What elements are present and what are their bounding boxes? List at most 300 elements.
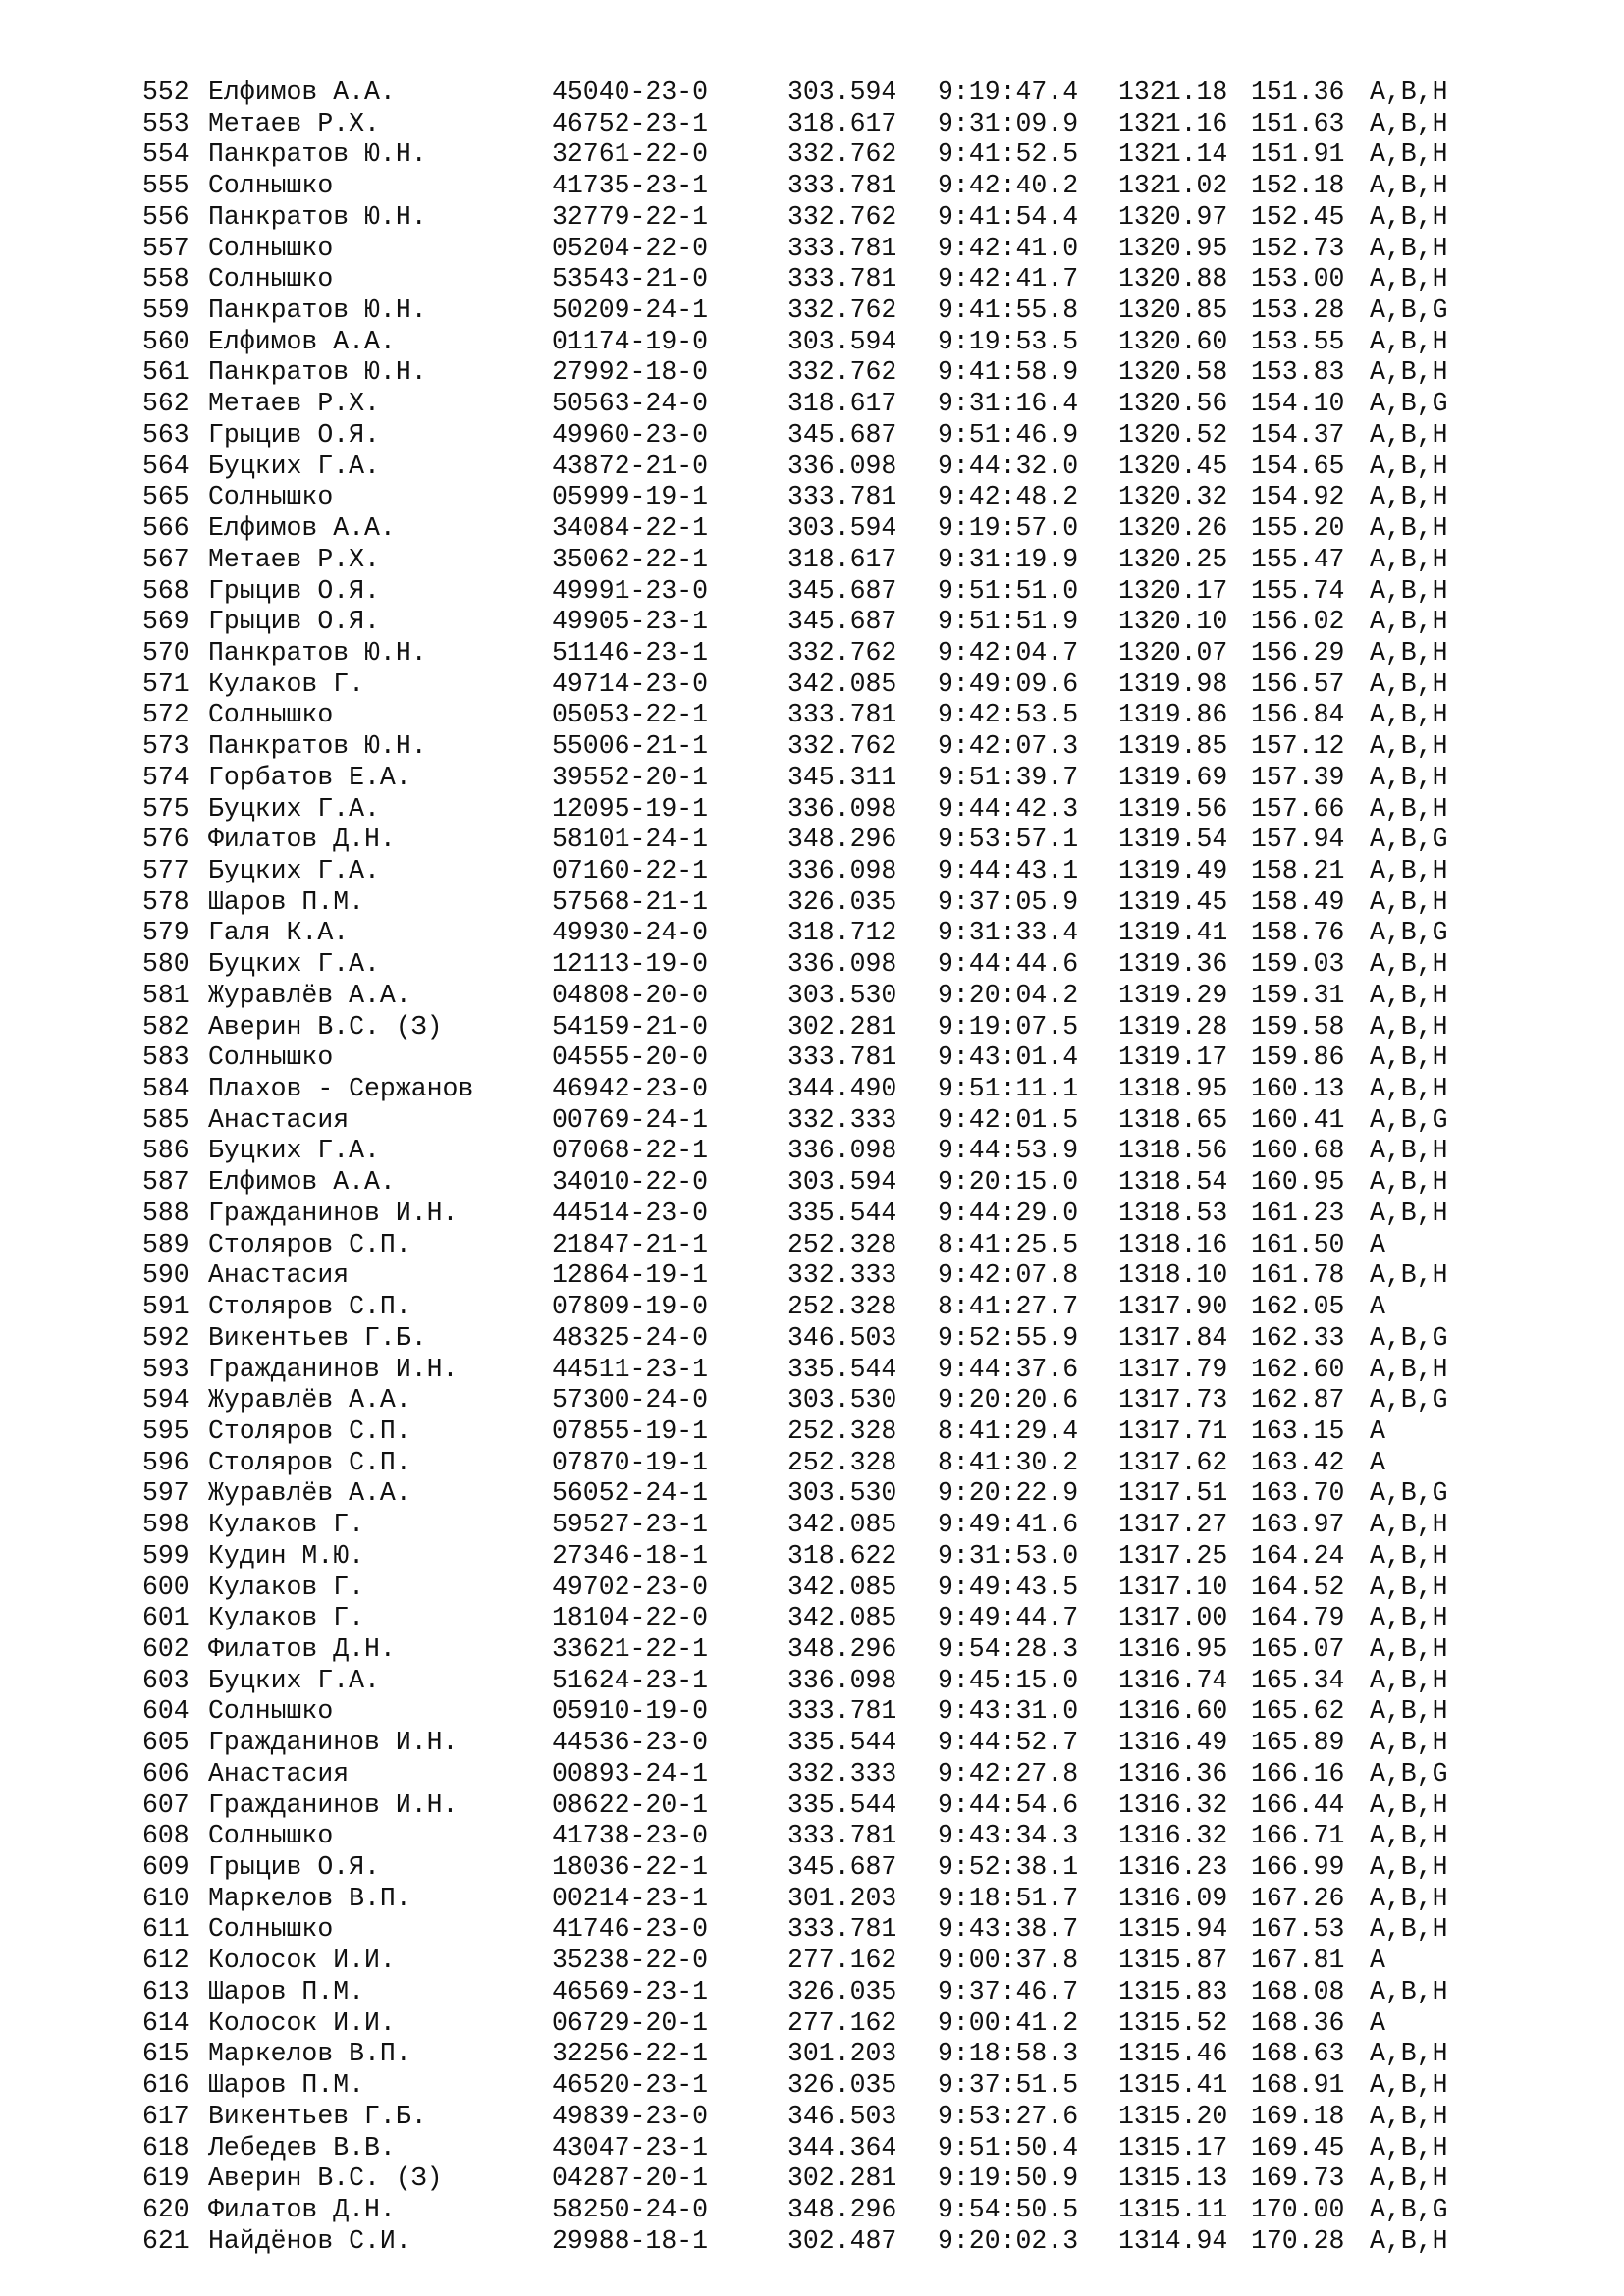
cell-place: 567 [142, 544, 189, 574]
cell-category: A,B,H [1370, 1167, 1448, 1198]
cell-place: 604 [142, 1696, 189, 1727]
cell-category: A,B,H [1370, 1198, 1448, 1228]
cell-name: Буцких Г.А. [208, 1136, 380, 1166]
cell-place: 575 [142, 793, 189, 824]
cell-place: 558 [142, 264, 189, 294]
cell-time: 9:51:50.4 [938, 2132, 1079, 2163]
cell-category: A,B,G [1370, 918, 1448, 948]
cell-place: 599 [142, 1540, 189, 1571]
cell-category: A,B,H [1370, 1852, 1448, 1883]
cell-distance: 277.162 [787, 1946, 897, 1976]
cell-distance: 303.594 [787, 1167, 897, 1198]
cell-name: Буцких Г.А. [208, 949, 380, 980]
cell-distance: 318.617 [787, 108, 897, 138]
cell-name: Викентьев Г.Б. [208, 2101, 427, 2131]
cell-points: 166.99 [1251, 1852, 1345, 1883]
cell-name: Колосок И.И. [208, 1946, 396, 1976]
cell-distance: 252.328 [787, 1415, 897, 1446]
cell-speed: 1318.53 [1118, 1198, 1228, 1228]
cell-points: 158.49 [1251, 886, 1345, 917]
cell-place: 595 [142, 1415, 189, 1446]
cell-points: 167.81 [1251, 1946, 1345, 1976]
cell-name: Столяров С.П. [208, 1292, 411, 1322]
cell-time: 9:42:40.2 [938, 171, 1079, 201]
cell-ring: 34010-22-0 [552, 1167, 709, 1198]
cell-points: 163.15 [1251, 1415, 1345, 1446]
cell-speed: 1319.56 [1118, 793, 1228, 824]
cell-category: A,B,H [1370, 201, 1448, 232]
cell-category: A,B,H [1370, 451, 1448, 481]
cell-category: A,B,H [1370, 668, 1448, 699]
cell-name: Панкратов Ю.Н. [208, 295, 427, 326]
cell-speed: 1316.32 [1118, 1789, 1228, 1820]
cell-place: 583 [142, 1042, 189, 1073]
cell-points: 163.42 [1251, 1447, 1345, 1477]
cell-category: A,B,G [1370, 1385, 1448, 1415]
cell-distance: 332.333 [787, 1104, 897, 1135]
cell-speed: 1315.13 [1118, 2163, 1228, 2194]
cell-time: 9:37:51.5 [938, 2070, 1079, 2101]
cell-distance: 348.296 [787, 1634, 897, 1664]
cell-ring: 49702-23-0 [552, 1572, 709, 1602]
cell-time: 9:54:50.5 [938, 2194, 1079, 2224]
cell-place: 552 [142, 78, 189, 107]
cell-points: 157.39 [1251, 762, 1345, 792]
cell-category: A,B,H [1370, 1260, 1448, 1291]
cell-category: A,B,H [1370, 419, 1448, 450]
cell-name: Филатов Д.Н. [208, 2194, 396, 2224]
cell-time: 9:41:55.8 [938, 295, 1079, 326]
cell-place: 579 [142, 918, 189, 948]
cell-distance: 252.328 [787, 1292, 897, 1322]
cell-ring: 27992-18-0 [552, 357, 709, 388]
cell-ring: 32779-22-1 [552, 201, 709, 232]
cell-points: 161.23 [1251, 1198, 1345, 1228]
cell-points: 168.08 [1251, 1976, 1345, 2006]
cell-ring: 41738-23-0 [552, 1821, 709, 1851]
cell-name: Панкратов Ю.Н. [208, 357, 427, 388]
cell-distance: 318.617 [787, 389, 897, 419]
cell-place: 574 [142, 762, 189, 792]
cell-speed: 1320.88 [1118, 264, 1228, 294]
cell-place: 570 [142, 637, 189, 667]
cell-category: A,B,H [1370, 1821, 1448, 1851]
cell-name: Панкратов Ю.Н. [208, 139, 427, 170]
cell-category: A,B,H [1370, 482, 1448, 512]
cell-name: Кулаков Г. [208, 1510, 365, 1540]
cell-time: 9:49:41.6 [938, 1510, 1079, 1540]
cell-name: Кудин М.Ю. [208, 1540, 365, 1571]
cell-distance: 348.296 [787, 825, 897, 855]
cell-ring: 49839-23-0 [552, 2101, 709, 2131]
cell-name: Маркелов В.П. [208, 2039, 411, 2069]
cell-speed: 1317.25 [1118, 1540, 1228, 1571]
cell-distance: 333.781 [787, 1042, 897, 1073]
cell-place: 621 [142, 2225, 189, 2256]
cell-name: Солнышко [208, 1821, 334, 1851]
cell-category: A [1370, 1415, 1385, 1446]
cell-time: 9:20:20.6 [938, 1385, 1079, 1415]
cell-place: 603 [142, 1665, 189, 1695]
cell-name: Аверин В.С. (З) [208, 2163, 443, 2194]
cell-speed: 1319.54 [1118, 825, 1228, 855]
cell-points: 152.18 [1251, 171, 1345, 201]
cell-speed: 1320.95 [1118, 233, 1228, 263]
cell-speed: 1320.07 [1118, 637, 1228, 667]
cell-time: 9:31:33.4 [938, 918, 1079, 948]
cell-place: 606 [142, 1758, 189, 1789]
cell-category: A,B,H [1370, 2039, 1448, 2069]
cell-place: 557 [142, 233, 189, 263]
cell-name: Солнышко [208, 1042, 334, 1073]
cell-distance: 346.503 [787, 1322, 897, 1353]
cell-category: A,B,G [1370, 1478, 1448, 1509]
cell-time: 9:18:58.3 [938, 2039, 1079, 2069]
cell-points: 158.76 [1251, 918, 1345, 948]
cell-place: 612 [142, 1946, 189, 1976]
cell-place: 613 [142, 1976, 189, 2006]
cell-speed: 1320.32 [1118, 482, 1228, 512]
cell-time: 9:53:27.6 [938, 2101, 1079, 2131]
cell-name: Маркелов В.П. [208, 1883, 411, 1913]
cell-points: 165.07 [1251, 1634, 1345, 1664]
cell-time: 9:19:47.4 [938, 78, 1079, 107]
cell-speed: 1317.84 [1118, 1322, 1228, 1353]
cell-distance: 344.364 [787, 2132, 897, 2163]
cell-time: 9:31:16.4 [938, 389, 1079, 419]
cell-place: 587 [142, 1167, 189, 1198]
cell-speed: 1317.27 [1118, 1510, 1228, 1540]
cell-distance: 318.622 [787, 1540, 897, 1571]
cell-time: 9:31:19.9 [938, 544, 1079, 574]
cell-speed: 1316.36 [1118, 1758, 1228, 1789]
cell-place: 610 [142, 1883, 189, 1913]
cell-time: 8:41:30.2 [938, 1447, 1079, 1477]
cell-category: A,B,H [1370, 139, 1448, 170]
cell-points: 167.26 [1251, 1883, 1345, 1913]
cell-ring: 12113-19-0 [552, 949, 709, 980]
cell-place: 560 [142, 326, 189, 356]
cell-ring: 41735-23-1 [552, 171, 709, 201]
cell-points: 168.36 [1251, 2007, 1345, 2038]
cell-time: 9:44:42.3 [938, 793, 1079, 824]
cell-distance: 346.503 [787, 2101, 897, 2131]
cell-ring: 05053-22-1 [552, 700, 709, 730]
cell-points: 156.29 [1251, 637, 1345, 667]
cell-time: 9:42:48.2 [938, 482, 1079, 512]
cell-distance: 301.203 [787, 1883, 897, 1913]
cell-place: 581 [142, 980, 189, 1010]
cell-speed: 1320.25 [1118, 544, 1228, 574]
cell-time: 9:42:01.5 [938, 1104, 1079, 1135]
cell-time: 9:19:53.5 [938, 326, 1079, 356]
cell-speed: 1321.02 [1118, 171, 1228, 201]
cell-distance: 345.687 [787, 1852, 897, 1883]
cell-place: 562 [142, 389, 189, 419]
cell-time: 9:44:37.6 [938, 1354, 1079, 1384]
cell-name: Шаров П.М. [208, 886, 365, 917]
cell-speed: 1316.23 [1118, 1852, 1228, 1883]
cell-category: A,B,H [1370, 1603, 1448, 1633]
cell-ring: 45040-23-0 [552, 78, 709, 107]
cell-time: 9:43:34.3 [938, 1821, 1079, 1851]
cell-name: Гражданинов И.Н. [208, 1728, 459, 1758]
cell-ring: 00769-24-1 [552, 1104, 709, 1135]
cell-name: Столяров С.П. [208, 1415, 411, 1446]
cell-place: 597 [142, 1478, 189, 1509]
cell-time: 9:52:38.1 [938, 1852, 1079, 1883]
cell-speed: 1319.36 [1118, 949, 1228, 980]
cell-points: 163.97 [1251, 1510, 1345, 1540]
cell-distance: 333.781 [787, 264, 897, 294]
cell-place: 616 [142, 2070, 189, 2101]
cell-speed: 1316.74 [1118, 1665, 1228, 1695]
cell-ring: 05999-19-1 [552, 482, 709, 512]
cell-ring: 58101-24-1 [552, 825, 709, 855]
cell-place: 554 [142, 139, 189, 170]
cell-speed: 1314.94 [1118, 2225, 1228, 2256]
cell-ring: 46569-23-1 [552, 1976, 709, 2006]
cell-speed: 1319.41 [1118, 918, 1228, 948]
cell-speed: 1321.14 [1118, 139, 1228, 170]
cell-place: 577 [142, 856, 189, 885]
cell-category: A,B,H [1370, 1976, 1448, 2006]
cell-name: Галя К.А. [208, 918, 350, 948]
cell-distance: 303.594 [787, 78, 897, 107]
cell-points: 160.95 [1251, 1167, 1345, 1198]
cell-speed: 1319.86 [1118, 700, 1228, 730]
cell-ring: 49960-23-0 [552, 419, 709, 450]
cell-category: A,B,H [1370, 1665, 1448, 1695]
cell-place: 590 [142, 1260, 189, 1291]
cell-ring: 01174-19-0 [552, 326, 709, 356]
cell-points: 157.94 [1251, 825, 1345, 855]
cell-distance: 342.085 [787, 668, 897, 699]
cell-place: 600 [142, 1572, 189, 1602]
cell-distance: 252.328 [787, 1229, 897, 1259]
cell-distance: 345.687 [787, 575, 897, 606]
cell-time: 9:19:50.9 [938, 2163, 1079, 2194]
cell-place: 572 [142, 700, 189, 730]
cell-time: 9:18:51.7 [938, 1883, 1079, 1913]
cell-name: Елфимов А.А. [208, 78, 396, 107]
cell-distance: 302.281 [787, 2163, 897, 2194]
cell-ring: 07855-19-1 [552, 1415, 709, 1446]
cell-name: Найдёнов С.И. [208, 2225, 411, 2256]
cell-points: 152.73 [1251, 233, 1345, 263]
cell-speed: 1316.95 [1118, 1634, 1228, 1664]
cell-ring: 55006-21-1 [552, 731, 709, 762]
cell-time: 9:49:09.6 [938, 668, 1079, 699]
cell-speed: 1318.10 [1118, 1260, 1228, 1291]
cell-points: 161.50 [1251, 1229, 1345, 1259]
cell-place: 576 [142, 825, 189, 855]
cell-category: A,B,G [1370, 1758, 1448, 1789]
cell-name: Солнышко [208, 1696, 334, 1727]
cell-place: 556 [142, 201, 189, 232]
cell-ring: 57300-24-0 [552, 1385, 709, 1415]
cell-speed: 1315.11 [1118, 2194, 1228, 2224]
cell-name: Панкратов Ю.Н. [208, 731, 427, 762]
cell-time: 9:42:07.8 [938, 1260, 1079, 1291]
cell-speed: 1321.18 [1118, 78, 1228, 107]
cell-distance: 303.530 [787, 1478, 897, 1509]
cell-name: Солнышко [208, 700, 334, 730]
cell-ring: 07160-22-1 [552, 856, 709, 885]
cell-time: 9:44:52.7 [938, 1728, 1079, 1758]
cell-distance: 336.098 [787, 949, 897, 980]
cell-distance: 332.762 [787, 637, 897, 667]
cell-distance: 302.487 [787, 2225, 897, 2256]
cell-name: Елфимов А.А. [208, 1167, 396, 1198]
cell-distance: 318.617 [787, 544, 897, 574]
cell-time: 9:51:46.9 [938, 419, 1079, 450]
cell-time: 9:42:27.8 [938, 1758, 1079, 1789]
cell-points: 159.31 [1251, 980, 1345, 1010]
cell-place: 605 [142, 1728, 189, 1758]
cell-ring: 27346-18-1 [552, 1540, 709, 1571]
cell-points: 170.00 [1251, 2194, 1345, 2224]
cell-speed: 1320.52 [1118, 419, 1228, 450]
cell-speed: 1320.56 [1118, 389, 1228, 419]
cell-name: Викентьев Г.Б. [208, 1322, 427, 1353]
cell-time: 9:49:43.5 [938, 1572, 1079, 1602]
cell-place: 559 [142, 295, 189, 326]
cell-speed: 1316.09 [1118, 1883, 1228, 1913]
cell-time: 9:42:53.5 [938, 700, 1079, 730]
cell-ring: 39552-20-1 [552, 762, 709, 792]
cell-place: 609 [142, 1852, 189, 1883]
cell-speed: 1317.71 [1118, 1415, 1228, 1446]
cell-category: A,B,G [1370, 2194, 1448, 2224]
cell-distance: 302.281 [787, 1011, 897, 1041]
cell-points: 160.13 [1251, 1074, 1345, 1104]
cell-place: 617 [142, 2101, 189, 2131]
cell-place: 568 [142, 575, 189, 606]
cell-name: Гражданинов И.Н. [208, 1789, 459, 1820]
cell-distance: 332.762 [787, 357, 897, 388]
cell-time: 9:00:41.2 [938, 2007, 1079, 2038]
cell-distance: 342.085 [787, 1572, 897, 1602]
cell-speed: 1319.49 [1118, 856, 1228, 885]
cell-category: A,B,H [1370, 886, 1448, 917]
cell-ring: 46942-23-0 [552, 1074, 709, 1104]
cell-points: 155.47 [1251, 544, 1345, 574]
cell-points: 169.18 [1251, 2101, 1345, 2131]
cell-category: A,B,G [1370, 1104, 1448, 1135]
cell-ring: 44511-23-1 [552, 1354, 709, 1384]
cell-distance: 332.762 [787, 295, 897, 326]
cell-ring: 49930-24-0 [552, 918, 709, 948]
cell-speed: 1319.29 [1118, 980, 1228, 1010]
cell-name: Солнышко [208, 482, 334, 512]
cell-points: 153.00 [1251, 264, 1345, 294]
cell-points: 166.71 [1251, 1821, 1345, 1851]
cell-points: 168.63 [1251, 2039, 1345, 2069]
cell-points: 159.03 [1251, 949, 1345, 980]
cell-category: A [1370, 1292, 1385, 1322]
cell-category: A,B,H [1370, 1510, 1448, 1540]
cell-ring: 51146-23-1 [552, 637, 709, 667]
cell-name: Анастасия [208, 1758, 350, 1789]
cell-points: 164.24 [1251, 1540, 1345, 1571]
cell-ring: 49991-23-0 [552, 575, 709, 606]
cell-speed: 1319.45 [1118, 886, 1228, 917]
cell-distance: 342.085 [787, 1510, 897, 1540]
cell-name: Горбатов Е.А. [208, 762, 411, 792]
cell-name: Анастасия [208, 1104, 350, 1135]
cell-category: A,B,H [1370, 1540, 1448, 1571]
cell-distance: 335.544 [787, 1354, 897, 1384]
cell-name: Солнышко [208, 171, 334, 201]
cell-distance: 345.311 [787, 762, 897, 792]
cell-ring: 57568-21-1 [552, 886, 709, 917]
cell-distance: 342.085 [787, 1603, 897, 1633]
cell-ring: 32256-22-1 [552, 2039, 709, 2069]
cell-place: 565 [142, 482, 189, 512]
cell-distance: 332.762 [787, 731, 897, 762]
cell-speed: 1316.49 [1118, 1728, 1228, 1758]
cell-points: 162.60 [1251, 1354, 1345, 1384]
cell-place: 553 [142, 108, 189, 138]
cell-category: A,B,H [1370, 1696, 1448, 1727]
cell-speed: 1319.98 [1118, 668, 1228, 699]
cell-speed: 1319.85 [1118, 731, 1228, 762]
cell-name: Метаев Р.Х. [208, 108, 380, 138]
cell-name: Буцких Г.А. [208, 451, 380, 481]
cell-ring: 04287-20-1 [552, 2163, 709, 2194]
cell-points: 169.73 [1251, 2163, 1345, 2194]
cell-speed: 1316.32 [1118, 1821, 1228, 1851]
cell-name: Солнышко [208, 233, 334, 263]
cell-place: 607 [142, 1789, 189, 1820]
cell-points: 162.33 [1251, 1322, 1345, 1353]
cell-time: 9:54:28.3 [938, 1634, 1079, 1664]
cell-distance: 336.098 [787, 451, 897, 481]
cell-name: Шаров П.М. [208, 2070, 365, 2101]
cell-ring: 12864-19-1 [552, 1260, 709, 1291]
cell-ring: 07809-19-0 [552, 1292, 709, 1322]
cell-name: Буцких Г.А. [208, 793, 380, 824]
cell-ring: 06729-20-1 [552, 2007, 709, 2038]
cell-speed: 1318.95 [1118, 1074, 1228, 1104]
cell-points: 162.05 [1251, 1292, 1345, 1322]
cell-category: A,B,H [1370, 1572, 1448, 1602]
cell-ring: 34084-22-1 [552, 513, 709, 544]
cell-time: 9:42:07.3 [938, 731, 1079, 762]
cell-points: 166.16 [1251, 1758, 1345, 1789]
cell-distance: 348.296 [787, 2194, 897, 2224]
cell-time: 9:19:57.0 [938, 513, 1079, 544]
cell-distance: 303.594 [787, 326, 897, 356]
cell-time: 8:41:25.5 [938, 1229, 1079, 1259]
cell-distance: 301.203 [787, 2039, 897, 2069]
cell-points: 156.02 [1251, 607, 1345, 637]
cell-time: 9:31:53.0 [938, 1540, 1079, 1571]
cell-category: A,B,H [1370, 1728, 1448, 1758]
cell-place: 592 [142, 1322, 189, 1353]
cell-category: A,B,H [1370, 575, 1448, 606]
cell-category: A,B,H [1370, 78, 1448, 107]
cell-time: 9:52:55.9 [938, 1322, 1079, 1353]
cell-name: Гражданинов И.Н. [208, 1198, 459, 1228]
cell-ring: 49905-23-1 [552, 607, 709, 637]
cell-place: 589 [142, 1229, 189, 1259]
cell-points: 155.74 [1251, 575, 1345, 606]
cell-speed: 1317.90 [1118, 1292, 1228, 1322]
cell-points: 167.53 [1251, 1914, 1345, 1945]
cell-time: 9:53:57.1 [938, 825, 1079, 855]
